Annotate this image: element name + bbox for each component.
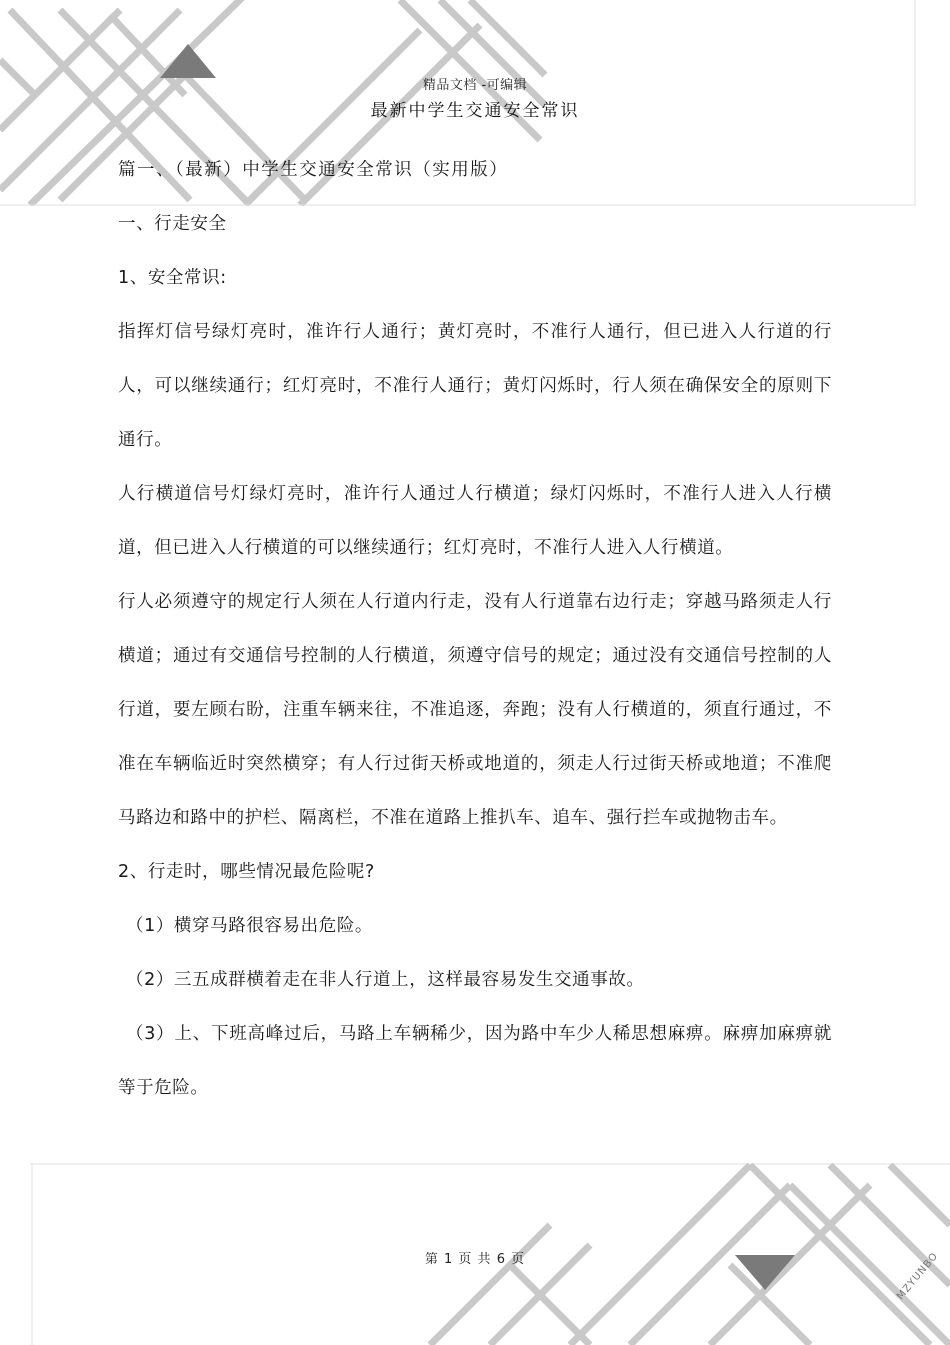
corner-watermark: MZYUNBO [895,1250,941,1303]
list-item: （2）三五成群横着走在非人行道上，这样最容易发生交通事故。 [126,970,645,990]
section-heading: 篇一、（最新）中学生交通安全常识（实用版） [118,160,509,180]
subsection-title: 2、行走时，哪些情况最危险呢? [118,862,375,882]
paragraph: 人行横道信号灯绿灯亮时，准许行人通过人行横道；绿灯闪烁时，不准行人进入人行横道，但已进入人行横道的可以继续通行；红灯亮时，不准行人进入人行横道。 [118,484,832,558]
list-item: （3）上、下班高峰过后，马路上车辆稀少，因为路中车少人稀思想麻痹。麻痹加麻痹就等于危险。 [118,1024,832,1098]
list-item: （1）横穿马路很容易出危险。 [126,916,374,936]
page-number: 第 1 页 共 6 页 [424,1252,526,1267]
document-body [118,143,832,1115]
subsection-title: 1、安全常识: [118,268,227,288]
paragraph: 行人必须遵守的规定行人须在人行道内行走，没有人行道靠右边行走；穿越马路须走人行横道；通过有交通信号控制的人行横道，须遵守信号的规定；通过没有交通信号控制的人行道，要左顾右盼，注重车辆来往，不准追逐，奔跑；没有人行横道的，须直行通过，不准在车辆临近时突然横穿；有人行过街天桥或地道的，须走人行过街天桥或地道；不准爬马路边和路中的护栏、隔离栏，不准在道路上推扒车、追车、强行拦车或抛物击车。 [118,592,832,828]
document-title: 最新中学生交通安全常识 [370,101,580,121]
subsection-heading: 一、行走安全 [118,214,227,234]
paragraph: 指挥灯信号绿灯亮时，准许行人通行；黄灯亮时，不准行人通行，但已进入人行道的行人，可以继续通行；红灯亮时，不准行人通行；黄灯闪烁时，行人须在确保安全的原则下通行。 [118,322,832,450]
watermark-text: 精品文档 -可编辑 [422,78,528,93]
